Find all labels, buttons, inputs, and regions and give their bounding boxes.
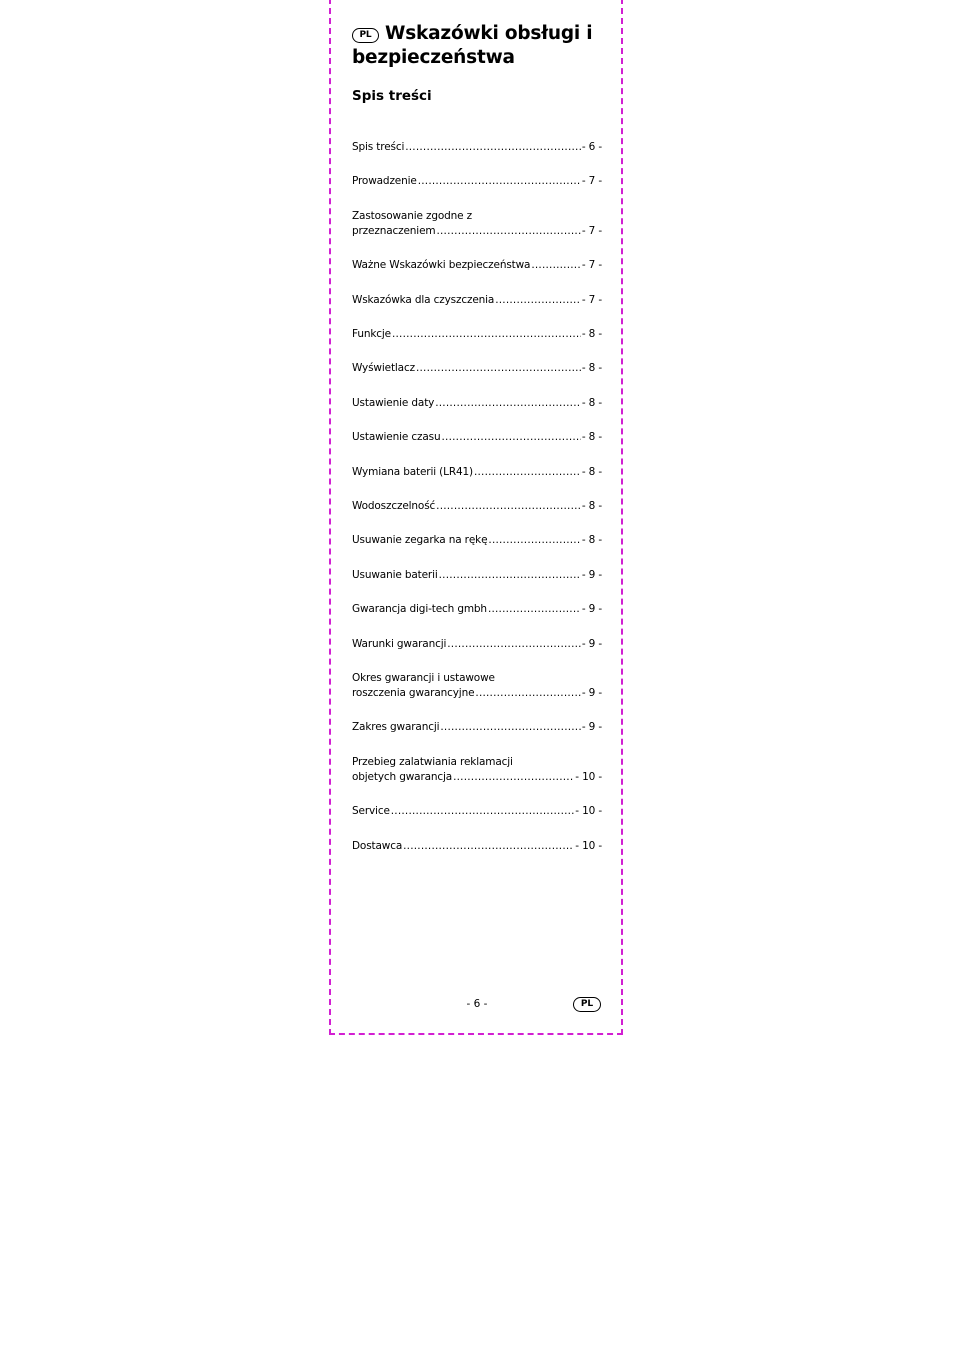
footer-language-badge: PL (573, 997, 601, 1012)
toc-entry-page: - 8 - (581, 465, 602, 478)
toc-entry-page: - 9 - (581, 568, 602, 581)
toc-dot-leader (439, 568, 581, 583)
toc-entry-line (352, 174, 602, 189)
toc-entry[interactable] (352, 637, 602, 652)
toc-entry-title: Wskazówka dla czyszczenia (352, 293, 495, 306)
toc-entry-title: przeznaczeniem (352, 224, 436, 237)
toc-entry-page: - 8 - (581, 396, 602, 409)
toc-entry-line (352, 430, 602, 445)
toc-entry[interactable] (352, 720, 602, 735)
page-title-text: Wskazówki obsługi i bezpieczeństwa (352, 23, 593, 68)
toc-entry-title-line: Zastosowanie zgodne z (352, 209, 473, 222)
toc-entry-title: Prowadzenie (352, 175, 417, 188)
toc-entry-title: Spis treści (352, 141, 405, 153)
toc-entry-page: - 10 - (575, 805, 602, 818)
toc-entry[interactable] (352, 499, 602, 514)
toc-entry-page: - 9 - (581, 721, 602, 734)
toc-entry-title: Ustawienie czasu (352, 431, 441, 444)
toc-dot-leader (418, 174, 581, 189)
toc-entry-title: Wodoszczelność (352, 500, 436, 512)
toc-entry[interactable] (352, 533, 602, 548)
toc-dot-leader (391, 804, 575, 819)
toc-dot-leader (440, 720, 580, 735)
toc-entry-line (352, 770, 602, 785)
toc-entry-title: Service (352, 805, 390, 818)
toc-entry[interactable] (352, 327, 602, 342)
toc-entry[interactable] (352, 839, 602, 854)
toc-entry-line (352, 396, 602, 411)
toc-entry[interactable] (352, 174, 602, 189)
toc-entry-title: Zakres gwarancji (352, 721, 440, 734)
toc-dot-leader (488, 602, 581, 617)
toc-entry-title: Funkcje (352, 328, 391, 340)
toc-entry-page: - 8 - (581, 534, 602, 547)
toc-entry-line (352, 720, 602, 735)
toc-dot-leader (435, 396, 581, 411)
toc-entry-page: - 8 - (581, 328, 602, 340)
toc-entry-line (352, 465, 602, 480)
toc-entry-line (352, 568, 602, 583)
page-header (352, 22, 602, 104)
toc-entry[interactable] (352, 140, 602, 155)
toc-entry-page: - 9 - (581, 603, 602, 616)
toc-entry-line (352, 637, 602, 652)
toc-entry[interactable] (352, 258, 602, 273)
toc-entry-line (352, 140, 602, 155)
language-badge: PL (352, 28, 379, 43)
toc-entry-line (352, 258, 602, 273)
toc-entry-page: - 7 - (581, 259, 602, 272)
toc-entry-line (352, 839, 602, 854)
toc-entry-title: Wyświetlacz (352, 362, 415, 375)
toc-entry-page: - 9 - (581, 687, 602, 699)
toc-entry-line (352, 804, 602, 819)
toc-entry-title-line: Okres gwarancji i ustawowe (352, 672, 495, 684)
toc-entry-page: - 9 - (581, 637, 602, 650)
toc-dot-leader (416, 361, 581, 376)
toc-dot-leader (475, 686, 580, 701)
toc-entry-line (352, 293, 602, 308)
toc-dot-leader (436, 224, 580, 239)
toc-entry-page: - 10 - (575, 839, 602, 852)
toc-entry[interactable] (352, 293, 602, 308)
toc-entry-title: Dostawca (352, 839, 403, 852)
toc-entry-title: Warunki gwarancji (352, 637, 447, 650)
toc-entry[interactable] (352, 671, 602, 701)
toc-entry-title: Ważne Wskazówki bezpieczeństwa (352, 259, 531, 272)
toc-entry-title: Gwarancja digi-tech gmbh (352, 603, 487, 616)
toc-entry[interactable] (352, 755, 602, 785)
toc-dot-leader (488, 533, 580, 548)
toc-dot-leader (405, 140, 581, 155)
toc-entry-page: - 8 - (581, 362, 602, 375)
toc-entry-title: Wymiana baterii (LR41) (352, 465, 473, 478)
toc-entry-page: - 8 - (581, 431, 602, 444)
page-border (329, 0, 623, 1035)
toc-dot-leader (531, 258, 580, 273)
toc-entry-title: Usuwanie zegarka na rękę (352, 534, 488, 547)
toc-entry-page: - 7 - (581, 293, 602, 306)
toc-dot-leader (453, 770, 574, 785)
toc-entry-title: Ustawienie daty (352, 396, 435, 409)
toc-dot-leader (495, 293, 581, 308)
toc-entry[interactable] (352, 361, 602, 376)
toc-heading: Spis treści (352, 88, 432, 104)
page-number: - 6 - (466, 998, 488, 1010)
toc-entry-line (352, 361, 602, 376)
toc-entry-line (352, 533, 602, 548)
toc-entry-title: objetych gwarancja (352, 770, 453, 783)
toc-entry[interactable] (352, 465, 602, 480)
toc-entry-page: - 7 - (581, 224, 602, 237)
toc-entry[interactable] (352, 396, 602, 411)
toc-entry-page: - 6 - (581, 141, 602, 153)
toc-entry-line (352, 224, 602, 239)
toc-dot-leader (442, 430, 581, 445)
toc-entry[interactable] (352, 804, 602, 819)
toc-entry-page: - 10 - (575, 770, 602, 783)
toc-entry[interactable] (352, 430, 602, 445)
toc-entry-line (352, 686, 602, 701)
toc-entry-title-line: Przebieg zalatwiania reklamacji (352, 755, 513, 768)
toc-dot-leader (474, 465, 581, 480)
toc-dot-leader (436, 499, 581, 514)
toc-entry[interactable] (352, 602, 602, 617)
toc-entry-line (352, 327, 602, 342)
page-title (352, 22, 602, 70)
toc-entry-title: roszczenia gwarancyjne (352, 687, 475, 699)
toc-entry[interactable] (352, 568, 602, 583)
toc-entry-title: Usuwanie baterii (352, 568, 438, 581)
toc-dot-leader (392, 327, 581, 342)
toc-entry-line (352, 602, 602, 617)
toc-entry-line (352, 499, 602, 514)
toc-dot-leader (403, 839, 574, 854)
toc-entry-page: - 8 - (581, 500, 602, 512)
toc-entry-page: - 7 - (581, 175, 602, 188)
toc-entry[interactable] (352, 209, 602, 239)
toc-dot-leader (447, 637, 581, 652)
